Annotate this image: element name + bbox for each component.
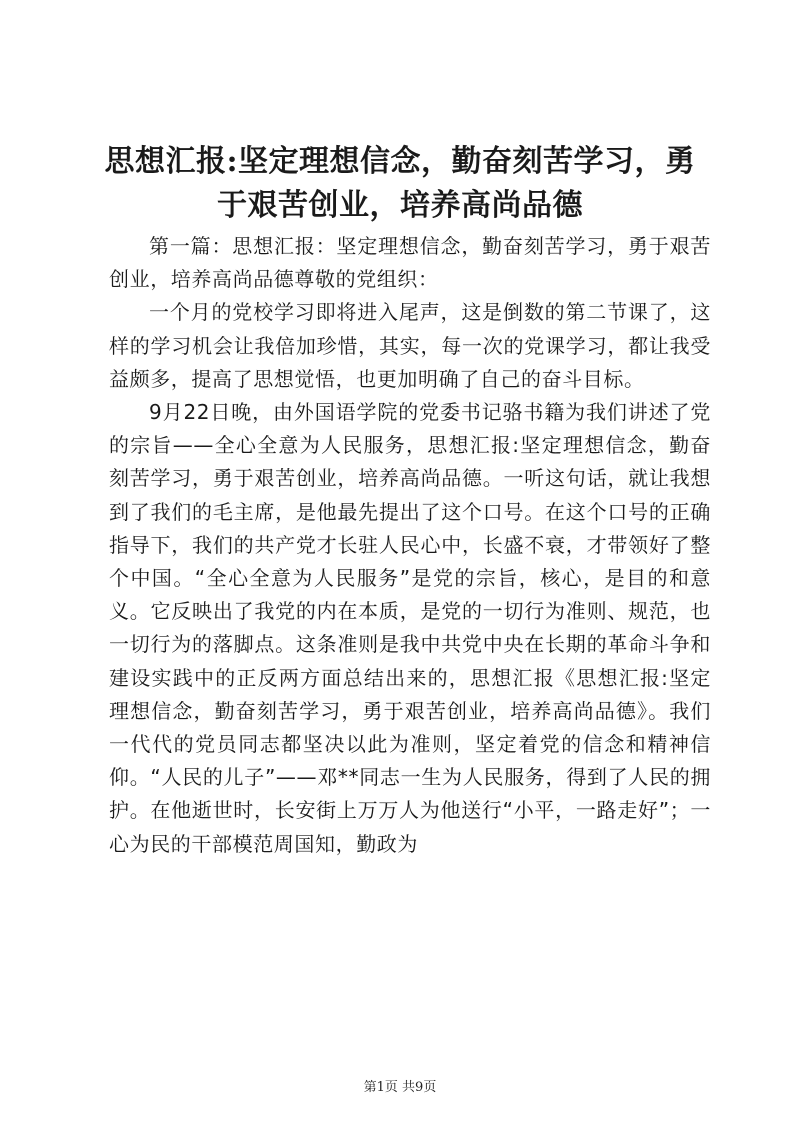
document-title: 思想汇报:坚定理想信念，勤奋刻苦学习，勇于艰苦创业，培养高尚品德 [104, 144, 696, 223]
paragraph-intro: 第一篇：思想汇报：坚定理想信念，勤奋刻苦学习，勇于艰苦创业，培养高尚品德尊敬的党组织： [109, 234, 711, 292]
paragraph-study: 一个月的党校学习即将进入尾声，这是倒数的第二节课了，这样的学习机会让我倍加珍惜，其实，每一次的党课学习，都让我受益颇多，提高了思想觉悟，也更加明确了自己的奋斗目标。 [109, 300, 711, 391]
page-number-footer: 第1页 共9页 [363, 1080, 437, 1095]
paragraph-lecture: 9月22日晚，由外国语学院的党委书记骆书籍为我们讲述了党的宗旨——全心全意为人民服务，思想汇报:坚定理想信念，勤奋刻苦学习，勇于艰苦创业，培养高尚品德。一听这句话，就让我想到了我们的毛主席，是他最先提出了这个口号。在这个口号的正确指导下，我们的共产党才长驻人民心中，长盛不衰，才带领好了整个中国。“全心全意为人民服务”是党的宗旨，核心，是目的和意义。它反映出了我党的内在本质，是党的一切行为准则、规范，也一切行为的落脚点。这条准则是我中共党中央在长期的革命斗争和建设实践中的正反两方面总结出来的，思想汇报《思想汇报:坚定理想信念，勤奋刻苦学习，勇于艰苦创业，培养高尚品德》。我们一代代的党员同志都坚决以此为准则，坚定着党的信念和精神信仰。“人民的儿子”——邓**同志一生为人民服务，得到了人民的拥护。在他逝世时，长安街上万万人为他送行“小平，一路走好”；一心为民的干部模范周国知，勤政为 [109, 400, 711, 856]
document-body [109, 230, 711, 861]
